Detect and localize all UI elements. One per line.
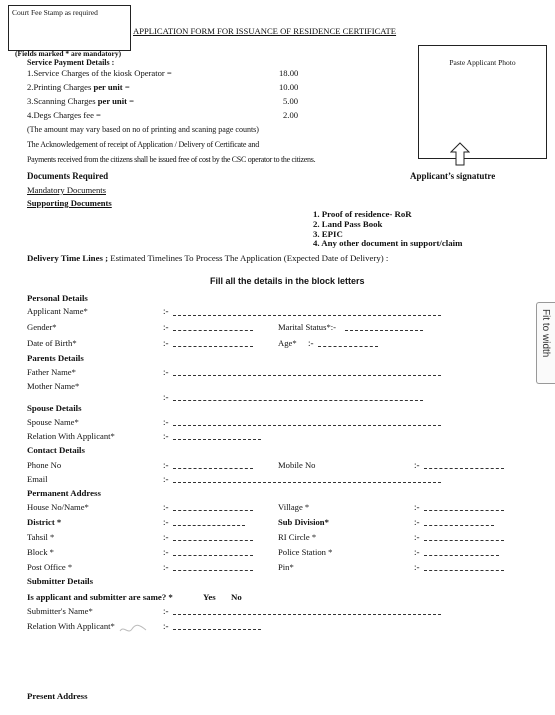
- subdivision-input[interactable]: [424, 525, 494, 526]
- age-input[interactable]: [318, 346, 378, 347]
- separator: :-: [163, 547, 169, 557]
- email-label: Email: [27, 474, 48, 484]
- email-input[interactable]: [173, 482, 441, 483]
- block-input[interactable]: [173, 555, 253, 556]
- house-label: House No/Name*: [27, 502, 89, 512]
- marital-status-input[interactable]: [345, 330, 423, 331]
- block-label: Block *: [27, 547, 54, 557]
- phone-label: Phone No: [27, 460, 62, 470]
- separator: :-: [163, 517, 169, 527]
- payment-item-2: 2.Printing Charges per unit =: [27, 82, 130, 92]
- same-submitter-question: Is applicant and submitter are same? *: [27, 592, 173, 602]
- village-label: Village *: [278, 502, 310, 512]
- separator: :-: [163, 338, 169, 348]
- document-item-4: 4. Any other document in support/claim: [313, 238, 463, 248]
- father-name-label: Father Name*: [27, 367, 76, 377]
- father-name-input[interactable]: [173, 375, 441, 376]
- document-item-3: 3. EPIC: [313, 229, 343, 239]
- spouse-relation-label: Relation With Applicant*: [27, 431, 115, 441]
- ri-circle-input[interactable]: [424, 540, 504, 541]
- fit-to-width-tab[interactable]: [536, 302, 555, 384]
- applicant-name-label: Applicant Name*: [27, 306, 88, 316]
- separator: :-: [414, 532, 420, 542]
- tahsil-label: Tahsil *: [27, 532, 55, 542]
- fit-to-width-label: Fit to width: [540, 309, 551, 358]
- contact-details-heading: Contact Details: [27, 445, 85, 455]
- gender-input[interactable]: [173, 330, 253, 331]
- post-office-input[interactable]: [173, 570, 253, 571]
- mother-name-label: Mother Name*: [27, 381, 80, 391]
- payment-heading: Service Payment Details :: [27, 58, 115, 67]
- separator: :-: [414, 502, 420, 512]
- separator: :-: [414, 547, 420, 557]
- payment-value-1: 18.00: [279, 68, 299, 78]
- district-input[interactable]: [173, 525, 245, 526]
- mandatory-documents-link[interactable]: Mandatory Documents: [27, 185, 106, 195]
- separator: :-: [163, 367, 169, 377]
- separator: :-: [163, 562, 169, 572]
- scribble-mark-icon: [118, 622, 148, 636]
- marital-status-label: Marital Status*:-: [278, 322, 336, 332]
- yes-option[interactable]: Yes: [203, 592, 216, 602]
- payment-note-1: (The amount may vary based on no of printing and scaning page counts): [27, 125, 259, 134]
- separator: :-: [163, 322, 169, 332]
- separator: :-: [163, 621, 169, 631]
- tahsil-input[interactable]: [173, 540, 253, 541]
- supporting-documents-link[interactable]: Supporting Documents: [27, 198, 112, 208]
- gender-label: Gender*: [27, 322, 57, 332]
- payment-item-1: 1.Service Charges of the kiosk Operator =: [27, 68, 172, 78]
- document-item-2: 2. Land Pass Book: [313, 219, 383, 229]
- photo-label: Paste Applicant Photo: [449, 58, 516, 67]
- police-station-input[interactable]: [424, 555, 499, 556]
- submitter-relation-label: Relation With Applicant*: [27, 621, 115, 631]
- spouse-name-label: Spouse Name*: [27, 417, 79, 427]
- dob-input[interactable]: [173, 346, 253, 347]
- post-office-label: Post Office *: [27, 562, 73, 572]
- payment-note-2: The Acknowledgement of receipt of Application / Delivery of Certificate and: [27, 140, 260, 149]
- parents-details-heading: Parents Details: [27, 353, 84, 363]
- separator: :-: [414, 562, 420, 572]
- spouse-details-heading: Spouse Details: [27, 403, 82, 413]
- spouse-name-input[interactable]: [173, 425, 441, 426]
- separator: :-: [163, 532, 169, 542]
- payment-item-3: 3.Scanning Charges per unit =: [27, 96, 134, 106]
- pin-label: Pin*: [278, 562, 294, 572]
- submitter-name-label: Submitter's Name*: [27, 606, 93, 616]
- document-item-1: 1. Proof of residence- RoR: [313, 209, 412, 219]
- court-fee-stamp-label: Court Fee Stamp as required: [12, 8, 98, 17]
- personal-details-heading: Personal Details: [27, 293, 88, 303]
- block-letters-instruction: Fill all the details in the block letters: [210, 276, 365, 286]
- payment-value-3: 5.00: [283, 96, 299, 106]
- ri-circle-label: RI Circle *: [278, 532, 317, 542]
- mobile-input[interactable]: [424, 468, 504, 469]
- mobile-label: Mobile No: [278, 460, 316, 470]
- submitter-name-input[interactable]: [173, 614, 441, 615]
- age-label: Age*: [278, 338, 297, 348]
- separator: :-: [163, 306, 169, 316]
- separator: :-: [308, 338, 314, 348]
- dob-label: Date of Birth*: [27, 338, 77, 348]
- pin-input[interactable]: [424, 570, 504, 571]
- no-option[interactable]: No: [231, 592, 242, 602]
- separator: :-: [163, 431, 169, 441]
- documents-required-heading: Documents Required: [27, 171, 109, 181]
- mandatory-note: (Fields marked * are mandatory): [15, 49, 122, 58]
- submitter-relation-input[interactable]: [173, 629, 261, 630]
- signature-label: Applicant’s signatutre: [410, 171, 496, 181]
- payment-value-4: 2.00: [283, 110, 299, 120]
- phone-input[interactable]: [173, 468, 253, 469]
- delivery-timelines: Delivery Time Lines ; Estimated Timelines To Process The Application (Expected Date of Delivery) :: [27, 253, 389, 263]
- payment-item-4: 4.Degs Charges fee =: [27, 110, 101, 120]
- submitter-details-heading: Submitter Details: [27, 576, 94, 586]
- separator: :-: [163, 502, 169, 512]
- district-label: District *: [27, 517, 62, 527]
- photo-box[interactable]: [418, 45, 547, 159]
- permanent-address-heading: Permanent Address: [27, 488, 101, 498]
- up-arrow-icon: [450, 142, 470, 166]
- spouse-relation-input[interactable]: [173, 439, 261, 440]
- payment-value-2: 10.00: [279, 82, 299, 92]
- separator: :-: [163, 392, 169, 402]
- separator: :-: [414, 517, 420, 527]
- form-title: APPLICATION FORM FOR ISSUANCE OF RESIDENCE CERTIFICATE: [133, 26, 397, 36]
- separator: :-: [163, 606, 169, 616]
- present-address-heading: Present Address: [27, 691, 88, 701]
- separator: :-: [163, 460, 169, 470]
- separator: :-: [414, 460, 420, 470]
- house-input[interactable]: [173, 510, 253, 511]
- police-station-label: Police Station *: [278, 547, 333, 557]
- mother-name-input[interactable]: [173, 400, 423, 401]
- subdivision-label: Sub Division*: [278, 517, 329, 527]
- village-input[interactable]: [424, 510, 504, 511]
- payment-note-3: Payments received from the citizens shall be issued free of cost by the CSC operator to the citizens.: [27, 155, 316, 164]
- separator: :-: [163, 474, 169, 484]
- court-fee-stamp-box: [8, 5, 131, 51]
- separator: :-: [163, 417, 169, 427]
- applicant-name-input[interactable]: [173, 315, 441, 316]
